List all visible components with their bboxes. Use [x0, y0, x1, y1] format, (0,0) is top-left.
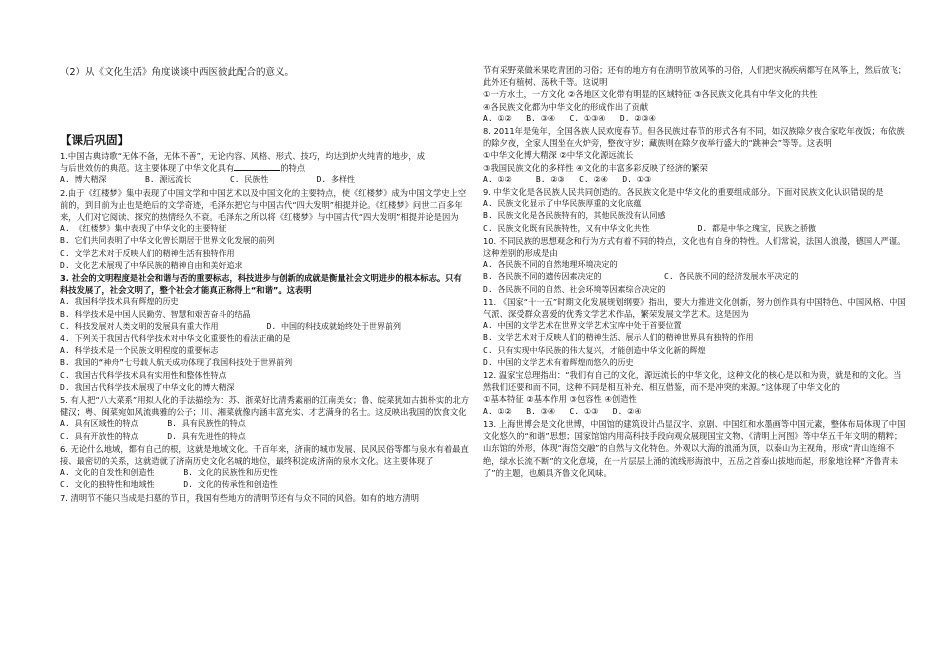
right-line: A. 中国的文学艺术在世界文学艺术宝库中处于首要位置 [483, 321, 682, 331]
section-title: 【课后巩固】 [60, 133, 129, 147]
right-line: ①一方水土，一方文化 ②各地区文化带有明显的区域特征 ③各民族文化具有中华文化的共性 [483, 89, 818, 100]
answer-blank [234, 162, 280, 171]
right-line: 13. 上海世博会是文化世博，中国馆的建筑设计凸显汉字、京剧、中国红和水墨画等中国元素，整体布局体现了中国文化悠久的“和谐”思想；国家馆馆内用高科技手段向观众展现国宝文物、《清明上河图》等中华五千年文明的精粹；山东馆的外形，体现“海岱交融”的自然与文化特色。外观以大海的浪涌为顶，以泰山为主视角，形成“青山连绵不绝，绿水长流不断”的文化意境，在一片层层上涌的流线形海浪中，五岳之首泰山拔地而起，形象地诠释“齐鲁青未了”的主题，也颇具齐鲁文化风味。 [483, 418, 906, 478]
right-line: A. 民族文化显示了中华民族厚重的文化底蕴 [483, 199, 642, 209]
right-line: A. ①② B. ③④ C. ①③ D. ②④ [483, 406, 642, 416]
left-line: 与后世效仿的典范。这主要体现了中华文化具有 的特点 [60, 163, 306, 174]
left-line: 1.中国古典诗歌“无体不备，无体不善”，无论内容、风格、形式、技巧，均达到炉火纯青的地步，成 [60, 151, 425, 161]
left-line: A. 文化的自发性和创造性 B. 文化的民族性和历史性 [60, 468, 278, 478]
right-line: 9. 中华文化是各民族人民共同创造的。各民族文化是中华文化的重要组成部分。下面对民族文化认识错误的是 [483, 187, 884, 198]
left-line: B. 它们共同表明了中华文化曾长期居于世界文化发展的前列 [60, 236, 275, 246]
left-line: A. 具有区域性的特点 B. 具有民族性的特点 [60, 419, 246, 429]
right-line: 11. 《国家“十一五”时期文化发展规划纲要》指出，要大力推进文化创新，努力创作具有中国特色、中国风格、中国气派、深受群众喜爱的优秀文学艺术作品，繁荣发展文学艺术。这是因为 [483, 296, 906, 320]
question-2-prompt: （2）从《文化生活》角度谈谈中西医彼此配合的意义。 [60, 67, 295, 78]
right-line: A. 各民族不同的自然地理环境决定的 [483, 260, 618, 270]
right-line: A. ①② B. ②③ C. ②④ D. ①③ [483, 174, 652, 184]
right-line: C. 民族文化既有民族特性，又有中华文化共性 D. 都是中华之瑰宝，民族之骄傲 [483, 223, 817, 233]
left-line: 2.由于《红楼梦》集中表现了中国文学和中国艺术以及中国文化的主要特点，使《红楼梦》成为中国文学史上空前的，到目前为止也是绝后的文学奇迹，毛泽东把它与中国古代“四大发明”相提并论。《红楼梦》问世二百多年来，人们对它阅读、探究的热情经久不衰。毛泽东之所以将《红楼梦》与中国古代“四大发明”相提并论是因为 [60, 187, 467, 223]
right-line: 节有采野菜做米果吃青团的习俗；还有的地方有在清明节放风筝的习俗，人们把灾祸疾病都写在风筝上，然后放飞；此外还有植树、荡秋千等。这说明 [483, 65, 907, 88]
left-line: B. 我国的“神舟”七号载人航天成功体现了我国科技处于世界前列 [60, 358, 293, 368]
left-line: A. 博大精深 B. 源远流长 C. 民族性 D. 多样性 [60, 175, 356, 185]
right-line: D. 各民族不同的自然、社会环境等因素综合决定的 [483, 284, 666, 294]
left-line: 3. 社会的文明程度是社会和谐与否的重要标志，科技进步与创新的成就是衡量社会文明进步的根本标志。只有科技发展了，社会文明了，整个社会才能真正称得上“和谐”。这表明 [60, 273, 462, 296]
right-line: 10. 不同民族的思想观念和行为方式有着不同的特点，文化也有自身的特性。人们常说，法国人浪漫，德国人严谨。这种差别的形成是由 [483, 235, 906, 259]
left-line: 4. 下列关于我国古代科学技术对中华文化重要性的看法正确的是 [60, 334, 291, 344]
right-line: D. 中国的文学艺术有着辉煌而悠久的历史 [483, 357, 634, 367]
left-column [60, 150, 470, 504]
left-line: C. 文学艺术对于反映人们的精神生活有独特作用 [60, 248, 235, 258]
left-line: C. 具有开放性的特点 D. 具有先进性的特点 [60, 431, 246, 441]
left-line: D. 文化艺术展现了中华民族的精神自由和美好追求 [60, 260, 243, 270]
left-line: A. 《红楼梦》集中表现了中华文化的主要特征 [60, 224, 227, 234]
left-line: B. 科学技术是中国人民勤劳、智慧和艰苦奋斗的结晶 [60, 309, 251, 319]
right-line: ③我国民族文化的多样性 ④文化的丰富多彩反映了经济的繁荣 [483, 162, 708, 173]
right-line: C. 只有实现中华民族的伟大复兴，才能创造中华文化新的辉煌 [483, 345, 706, 355]
right-line: 8. 2011年是兔年，全国各族人民欢度春节。但各民族过春节的形式各有不同，如汉族除夕夜合家吃年夜饭；布依族的除夕夜，全家人围坐在火炉旁，整夜守岁；藏族则在除夕夜举行盛大的“跳神会”等等。这表明 [483, 126, 905, 149]
left-line: C. 文化的独特性和地域性 D. 文化的传承性和创造性 [60, 480, 278, 490]
left-line: D. 我国古代科学技术展现了中华文化的博大精深 [60, 382, 235, 392]
left-line: 7. 清明节不能只当成是扫墓的节日，我国有些地方的清明节还有与众不同的风俗。如有的地方清明 [60, 492, 420, 503]
right-line: B. 文学艺术对于反映人们的精神生活、展示人们的精神世界具有独特的作用 [483, 333, 754, 343]
right-line: 12. 温家宝总理指出：“我们有自己的文化，源远流长的中华文化，这种文化的核心是以和为贵，就是和的文化。当然我们还要和而不同，这种不同是相互补充、相互借鉴，而不是冲突的来源。”这体现了中华文化的 [483, 370, 902, 393]
right-column [483, 64, 908, 479]
right-line: A. ①② B. ③④ C. ①③④ D. ②③④ [483, 113, 656, 123]
left-line: C. 我国古代科学技术具有实用性和整体性特点 [60, 370, 227, 380]
right-line: ①基本特征 ②基本作用 ③包容性 ④创造性 [483, 394, 637, 405]
left-line: 5. 有人把“八大菜系”用拟人化的手法描绘为：苏、浙菜好比清秀素丽的江南美女；鲁、皖菜犹如古拙朴实的北方健汉；粤、闽菜宛如风流典雅的公子；川、湘菜就像内涵丰富充实、才艺满身的名士。这反映出我国的饮食文化 [60, 395, 470, 418]
right-line: ①中华文化博大精深 ②中华文化源远流长 [483, 150, 634, 161]
left-line: C. 科技发展对人类文明的发展具有重大作用 D. 中国的科技成就始终处于世界前列 [60, 321, 402, 331]
right-line: B. 民族文化是各民族特有的，其他民族没有认同感 [483, 211, 666, 221]
left-line: 6. 无论什么地域，都有自己的根，这就是地域文化。千百年来，济南的城市发展、民风民俗等都与泉水有着最直接、最密切的关系，这就造就了济南历史文化名城的地位，最终积淀成济南的泉水文化。这主要体现了 [60, 443, 469, 467]
left-line: A. 我国科学技术具有辉煌的历史 [60, 297, 179, 307]
left-line: A. 科学技术是一个民族文明程度的重要标志 [60, 346, 219, 356]
right-line: ④各民族文化都为中华文化的形成作出了贡献 [483, 101, 649, 112]
right-line: B. 各民族不同的遗传因素决定的 C. 各民族不同的经济发展水平决定的 [483, 272, 799, 282]
